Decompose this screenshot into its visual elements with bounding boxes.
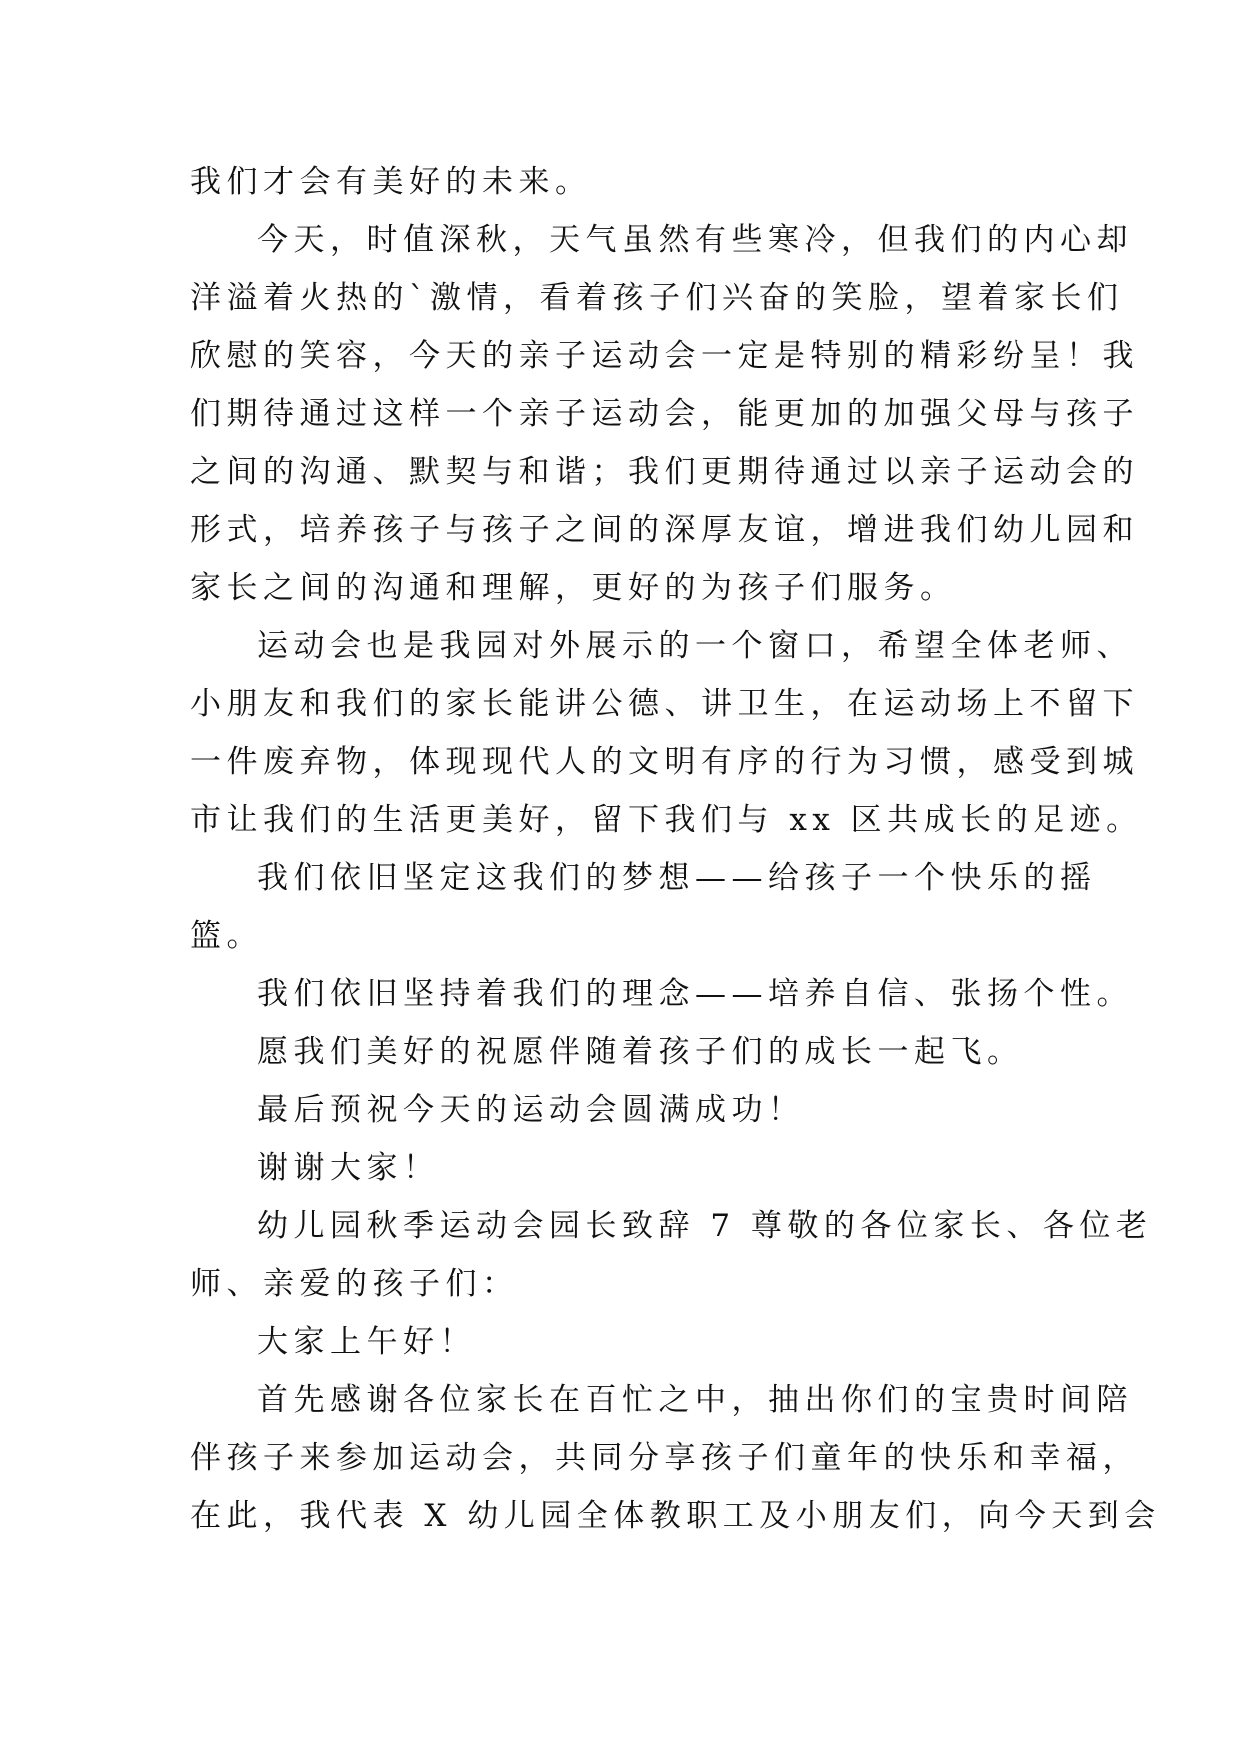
text-line-17: 最后预祝今天的运动会圆满成功！	[257, 1092, 805, 1128]
text-line-3: 洋溢着火热的`激情，看着孩子们兴奋的笑脸，望着家长们	[190, 280, 1124, 316]
text-line-15: 我们依旧坚持着我们的理念——培养自信、张扬个性。	[257, 976, 1133, 1012]
text-line-23: 伴孩子来参加运动会，共同分享孩子们童年的快乐和幸福，	[190, 1440, 1139, 1476]
text-line-4: 欣慰的笑容，今天的亲子运动会一定是特别的精彩纷呈！我	[190, 338, 1139, 374]
text-line-14: 篮。	[190, 918, 263, 954]
text-line-24: 在此，我代表 X 幼儿园全体教职工及小朋友们，向今天到会	[190, 1498, 1161, 1534]
text-line-2: 今天，时值深秋，天气虽然有些寒冷，但我们的内心却	[257, 222, 1133, 258]
text-line-6: 之间的沟通、默契与和谐；我们更期待通过以亲子运动会的	[190, 454, 1139, 490]
text-line-13: 我们依旧坚定这我们的梦想——给孩子一个快乐的摇	[257, 860, 1097, 896]
text-line-9: 运动会也是我园对外展示的一个窗口，希望全体老师、	[257, 628, 1133, 664]
text-line-22: 首先感谢各位家长在百忙之中，抽出你们的宝贵时间陪	[257, 1382, 1133, 1418]
text-line-11: 一件废弃物，体现现代人的文明有序的行为习惯，感受到城	[190, 744, 1139, 780]
text-line-8: 家长之间的沟通和理解，更好的为孩子们服务。	[190, 570, 957, 606]
text-line-7: 形式，培养孩子与孩子之间的深厚友谊，增进我们幼儿园和	[190, 512, 1139, 548]
text-line-10: 小朋友和我们的家长能讲公德、讲卫生，在运动场上不留下	[190, 686, 1139, 722]
text-line-12: 市让我们的生活更美好，留下我们与 xx 区共成长的足迹。	[190, 802, 1143, 838]
text-line-1: 我们才会有美好的未来。	[190, 164, 592, 200]
text-line-19: 幼儿园秋季运动会园长致辞 7 尊敬的各位家长、各位老	[257, 1208, 1153, 1244]
text-line-16: 愿我们美好的祝愿伴随着孩子们的成长一起飞。	[257, 1034, 1024, 1070]
text-line-18: 谢谢大家！	[257, 1150, 440, 1186]
text-line-21: 大家上午好！	[257, 1324, 476, 1360]
text-line-20: 师、亲爱的孩子们：	[190, 1266, 519, 1302]
text-line-5: 们期待通过这样一个亲子运动会，能更加的加强父母与孩子	[190, 396, 1139, 432]
